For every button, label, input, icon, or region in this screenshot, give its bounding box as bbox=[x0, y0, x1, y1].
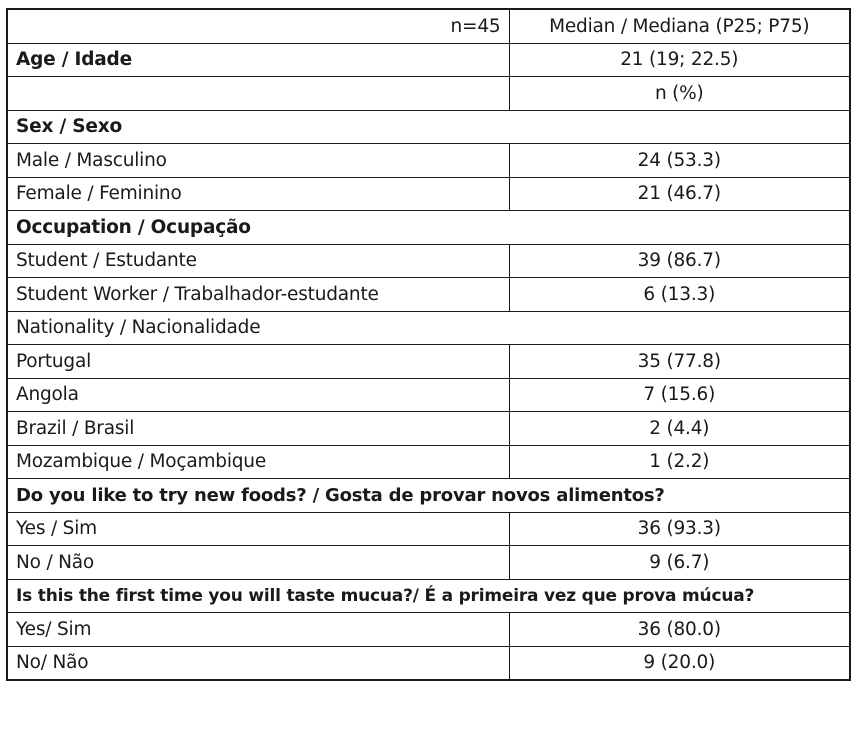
section-occupation bbox=[7, 211, 850, 245]
row-value: 1 (2.2) bbox=[509, 445, 850, 479]
table-row bbox=[7, 144, 850, 178]
row-label: Angola bbox=[7, 378, 509, 412]
section-sex bbox=[7, 110, 850, 144]
row-value: 9 (6.7) bbox=[509, 546, 850, 580]
table-row bbox=[7, 445, 850, 479]
row-value: 9 (20.0) bbox=[509, 646, 850, 680]
section-new-foods bbox=[7, 479, 850, 513]
pct-header-cell: n (%) bbox=[509, 77, 850, 111]
row-label: Brazil / Brasil bbox=[7, 412, 509, 446]
table-row bbox=[7, 546, 850, 580]
row-value: 36 (80.0) bbox=[509, 613, 850, 647]
sample-size-cell: n=45 bbox=[7, 9, 509, 43]
row-value: 7 (15.6) bbox=[509, 378, 850, 412]
table-row bbox=[7, 345, 850, 379]
table-row bbox=[7, 278, 850, 312]
row-label: Male / Masculino bbox=[7, 144, 509, 178]
statistic-header-cell: Median / Mediana (P25; P75) bbox=[509, 9, 850, 43]
empty-cell bbox=[7, 77, 509, 111]
age-label: Age / Idade bbox=[7, 43, 509, 77]
table-row bbox=[7, 646, 850, 680]
row-value: 39 (86.7) bbox=[509, 244, 850, 278]
row-value: 2 (4.4) bbox=[509, 412, 850, 446]
age-value: 21 (19; 22.5) bbox=[509, 43, 850, 77]
table-row bbox=[7, 244, 850, 278]
row-value: 36 (93.3) bbox=[509, 512, 850, 546]
row-value: 24 (53.3) bbox=[509, 144, 850, 178]
row-label: Mozambique / Moçambique bbox=[7, 445, 509, 479]
section-title: Is this the first time you will taste mucua?/ É a primeira vez que prova múcua? bbox=[7, 579, 850, 613]
header-row bbox=[7, 9, 850, 43]
section-title: Do you like to try new foods? / Gosta de provar novos alimentos? bbox=[7, 479, 850, 513]
row-value: 21 (46.7) bbox=[509, 177, 850, 211]
row-label: No/ Não bbox=[7, 646, 509, 680]
table-row bbox=[7, 512, 850, 546]
section-title: Occupation / Ocupação bbox=[7, 211, 850, 245]
table-row bbox=[7, 613, 850, 647]
row-label: Portugal bbox=[7, 345, 509, 379]
row-label: Yes / Sim bbox=[7, 512, 509, 546]
row-label: Female / Feminino bbox=[7, 177, 509, 211]
row-label: Student / Estudante bbox=[7, 244, 509, 278]
section-title: Nationality / Nacionalidade bbox=[7, 311, 850, 345]
row-value: 6 (13.3) bbox=[509, 278, 850, 312]
section-title: Sex / Sexo bbox=[7, 110, 850, 144]
table-row bbox=[7, 412, 850, 446]
table-row bbox=[7, 177, 850, 211]
section-nationality bbox=[7, 311, 850, 345]
row-label: Student Worker / Trabalhador-estudante bbox=[7, 278, 509, 312]
section-first-time bbox=[7, 579, 850, 613]
age-row bbox=[7, 43, 850, 77]
pct-header-row bbox=[7, 77, 850, 111]
table-row bbox=[7, 378, 850, 412]
row-label: No / Não bbox=[7, 546, 509, 580]
row-label: Yes/ Sim bbox=[7, 613, 509, 647]
row-value: 35 (77.8) bbox=[509, 345, 850, 379]
demographics-table bbox=[6, 8, 851, 681]
